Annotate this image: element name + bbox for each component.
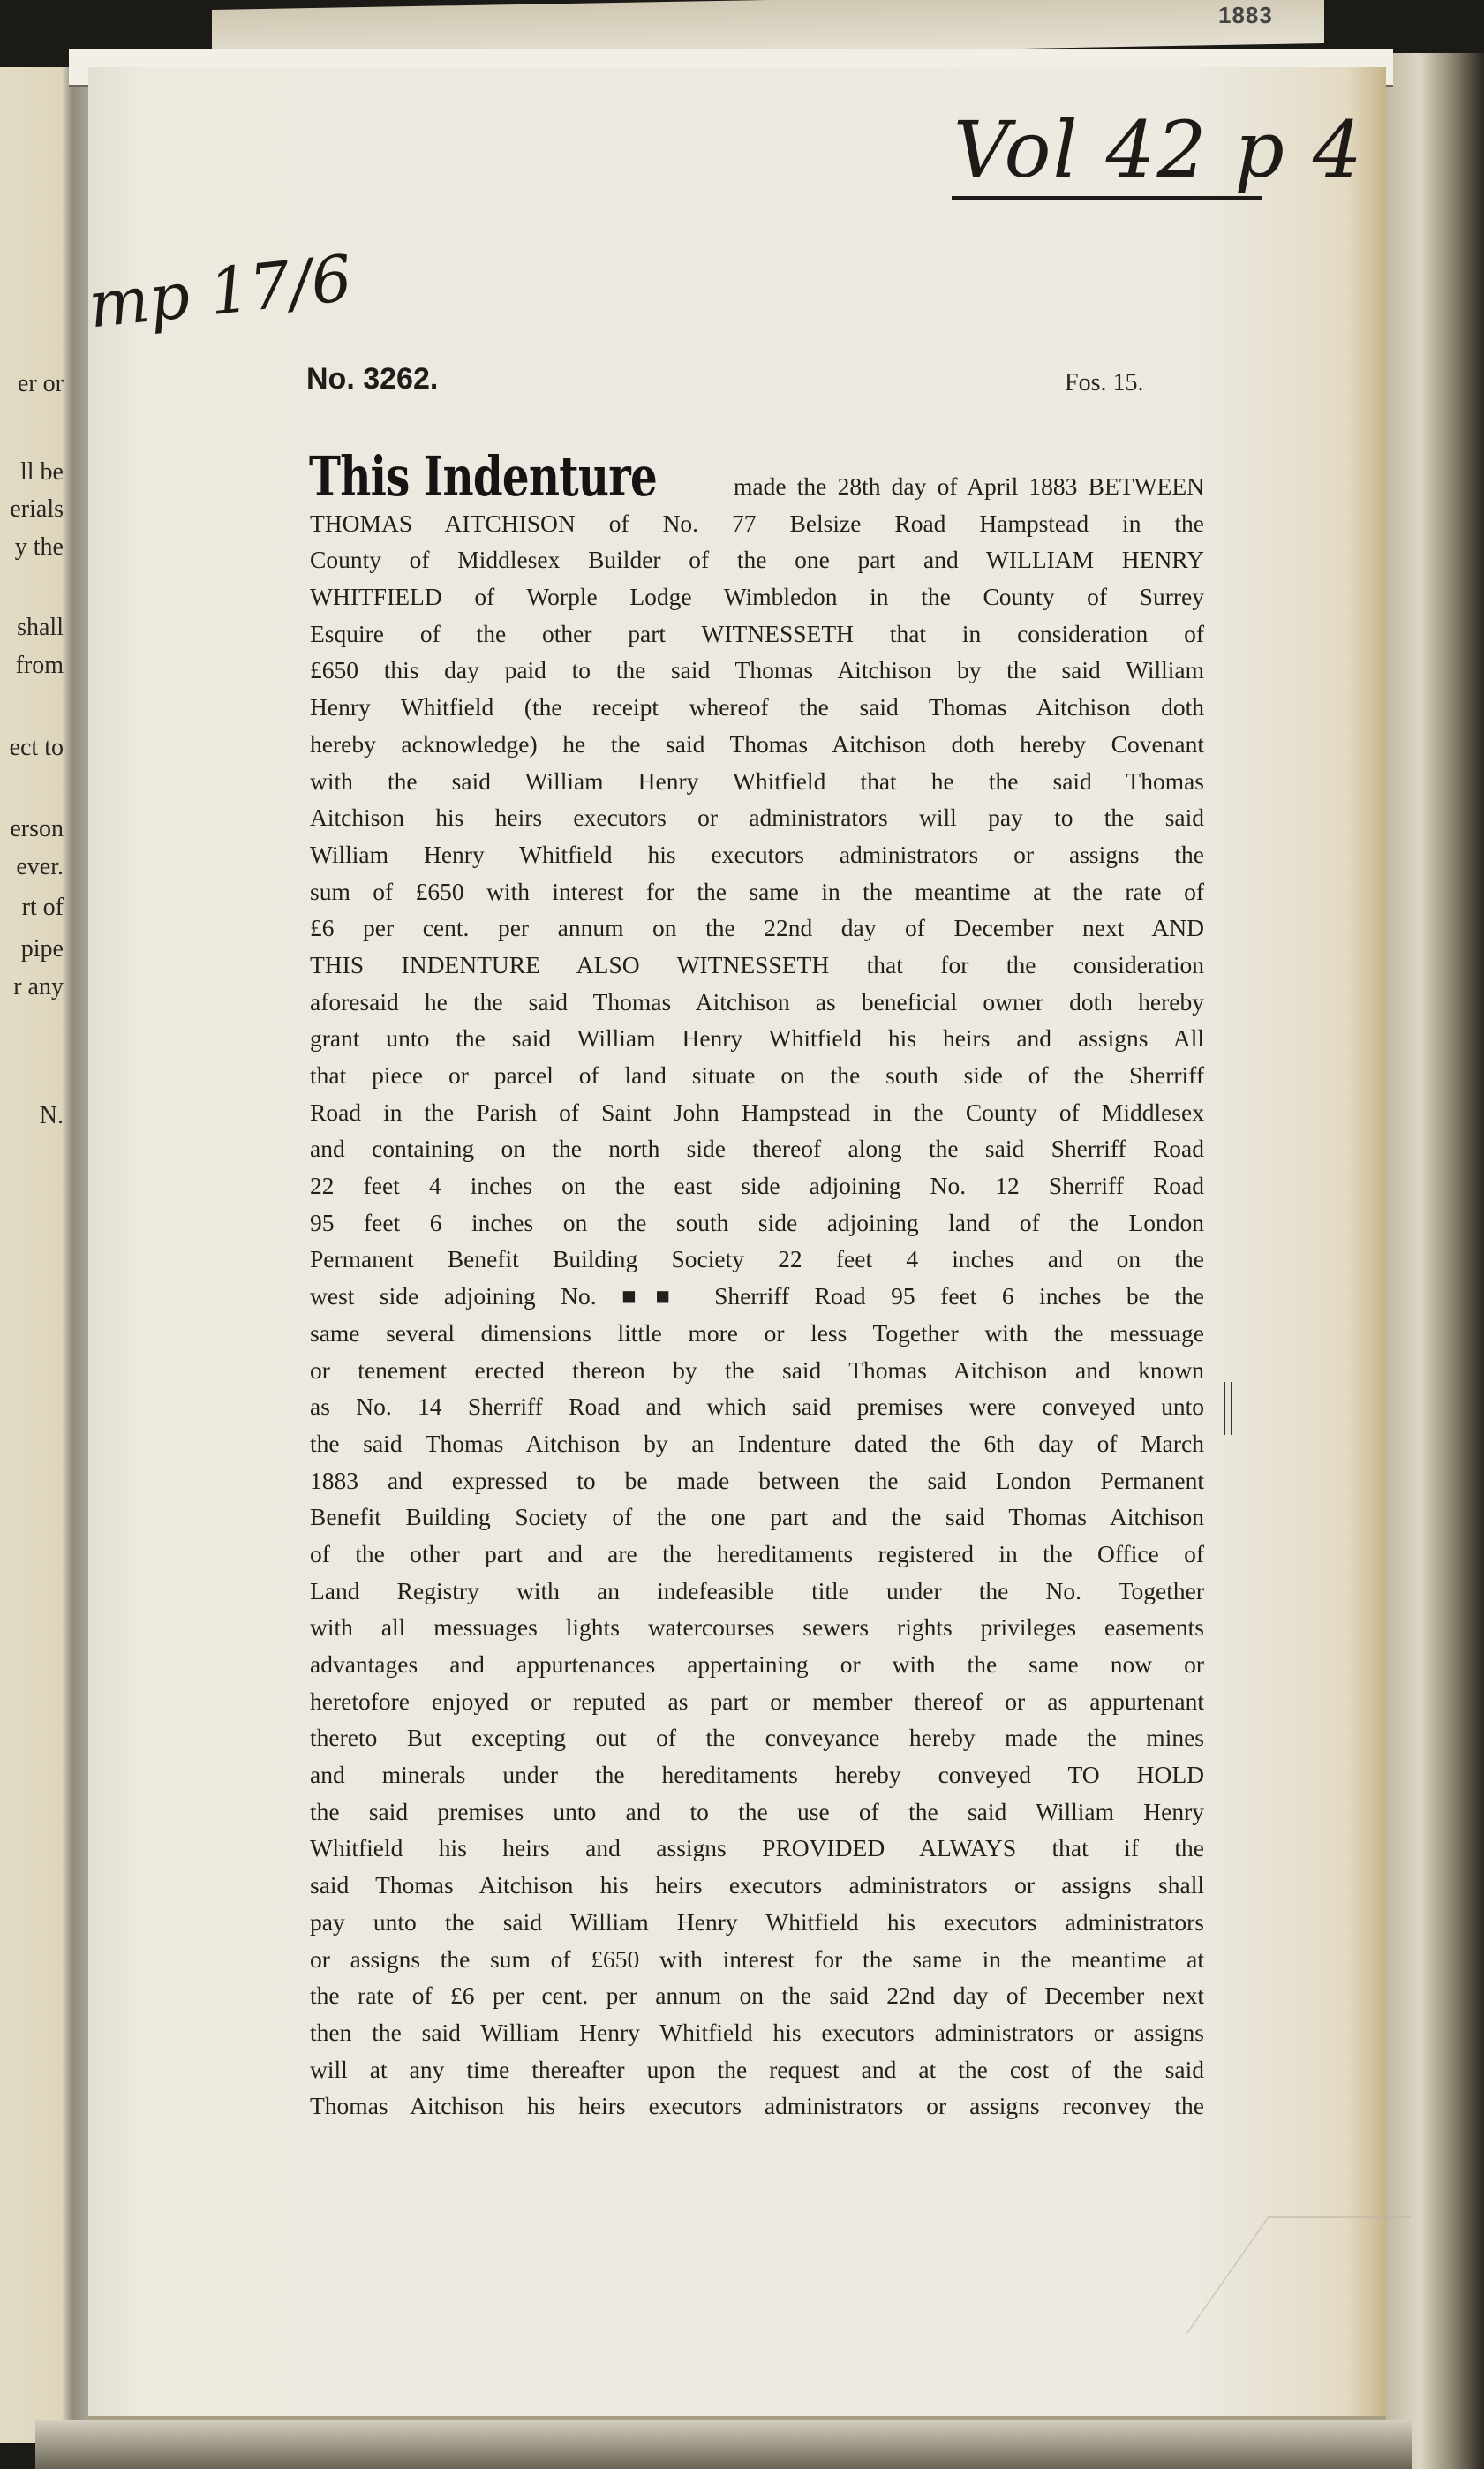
document-line: or tenement erected thereon by the said Thomas Aitchison and known: [310, 1355, 1204, 1384]
document-line: the said premises unto and to the use of the said William Henry: [310, 1797, 1204, 1825]
left-page-fragment: ll be: [20, 458, 64, 486]
left-page-fragment: N.: [39, 1102, 64, 1129]
bottom-edge: [35, 2420, 1412, 2469]
left-page-fragment: ect to: [9, 734, 64, 761]
document-line: sum of £650 with interest for the same in the meantime at the rate of: [310, 877, 1204, 905]
document-line: then the said William Henry Whitfield his executors administrators or assigns: [310, 2018, 1204, 2046]
annotation-underline: [952, 196, 1262, 200]
left-page-fragment: y the: [14, 533, 64, 561]
document-line: Road in the Parish of Saint John Hampstead in the County of Middlesex: [310, 1098, 1204, 1126]
document-line: heretofore enjoyed or reputed as part or member thereof or as appurtenant: [310, 1687, 1204, 1715]
background-stamp: 1883: [1218, 2, 1273, 28]
document-line: and minerals under the hereditaments hereby conveyed TO HOLD: [310, 1761, 1204, 1789]
document-line: 22 feet 4 inches on the east side adjoining No. 12 Sherriff Road: [310, 1172, 1204, 1200]
left-page-fragment: pipe: [20, 935, 64, 963]
document-line: Esquire of the other part WITNESSETH that in consideration of: [310, 619, 1204, 647]
document-line: will at any time thereafter upon the request and at the cost of the said: [310, 2055, 1204, 2083]
document-line: THOMAS AITCHISON of No. 77 Belsize Road Hampstead in the: [310, 509, 1204, 537]
page-stack-edge: [1377, 53, 1484, 2469]
document-line: said Thomas Aitchison his heirs executors administrators or assigns shall: [310, 1871, 1204, 1899]
document-line: hereby acknowledge) he the said Thomas Aitchison doth hereby Covenant: [310, 729, 1204, 758]
document-line: Thomas Aitchison his heirs executors administrators or assigns reconvey the: [310, 2092, 1204, 2120]
document-line: 95 feet 6 inches on the south side adjoining land of the London: [310, 1208, 1204, 1236]
left-page-fragment: rt of: [21, 894, 64, 921]
document-line: Aitchison his heirs executors or administrators will pay to the said: [310, 804, 1204, 832]
document-line: the rate of £6 per cent. per annum on the said 22nd day of December next: [310, 1982, 1204, 2010]
document-line: Henry Whitfield (the receipt whereof the said Thomas Aitchison doth: [310, 693, 1204, 721]
left-page-fragment: shall: [17, 614, 64, 641]
document-line: the said Thomas Aitchison by an Indenture dated the 6th day of March: [310, 1429, 1204, 1457]
document-line: aforesaid he the said Thomas Aitchison as beneficial owner doth hereby: [310, 987, 1204, 1016]
document-line: with all messuages lights watercourses sewers rights privileges easements: [310, 1613, 1204, 1642]
document-line: with the said William Henry Whitfield that he the said Thomas: [310, 766, 1204, 795]
document-line: County of Middlesex Builder of the one part and WILLIAM HENRY: [310, 546, 1204, 574]
document-line: WHITFIELD of Worple Lodge Wimbledon in the County of Surrey: [310, 583, 1204, 611]
folio-count: Fos. 15.: [1065, 369, 1144, 396]
left-page-fragment: r any: [13, 973, 64, 1000]
document-line: of the other part and are the hereditaments registered in the Office of: [310, 1539, 1204, 1567]
document-line: £650 this day paid to the said Thomas Aitchison by the said William: [310, 656, 1204, 684]
document-line: same several dimensions little more or less Together with the messuage: [310, 1318, 1204, 1347]
document-title: This Indenture: [309, 444, 657, 509]
document-line: or assigns the sum of £650 with interest for the same in the meantime at: [310, 1944, 1204, 1973]
document-line: and containing on the north side thereof along the said Sherriff Road: [310, 1135, 1204, 1163]
document-line: advantages and appurtenances appertaining or with the same now or: [310, 1650, 1204, 1678]
document-line: grant unto the said William Henry Whitfield his heirs and assigns All: [310, 1024, 1204, 1053]
left-page-fragment: erson: [10, 815, 64, 842]
document-line: THIS INDENTURE ALSO WITNESSETH that for the consideration: [310, 950, 1204, 978]
document-line: Land Registry with an indefeasible title under the No. Together: [310, 1576, 1204, 1604]
left-page-fragment: from: [15, 652, 64, 679]
document-line: £6 per cent. per annum on the 22nd day of December next AND: [310, 914, 1204, 942]
margin-annotation: mp 17/6: [85, 240, 356, 343]
margin-mark: [1224, 1382, 1232, 1435]
document-line: made the 28th day of April 1883 BETWEEN: [734, 472, 1204, 500]
left-page-fragment: er or: [17, 370, 64, 397]
document-line: as No. 14 Sherriff Road and which said premises were conveyed unto: [310, 1393, 1204, 1421]
document-line: pay unto the said William Henry Whitfield his executors administrators: [310, 1907, 1204, 1936]
left-page-fragment: ever.: [16, 853, 64, 880]
document-line: 1883 and expressed to be made between the said London Permanent: [310, 1466, 1204, 1494]
document-line: thereto But excepting out of the conveyance hereby made the mines: [310, 1724, 1204, 1752]
document-line: Permanent Benefit Building Society 22 feet 4 inches and on the: [310, 1245, 1204, 1273]
document-line: William Henry Whitfield his executors administrators or assigns the: [310, 840, 1204, 868]
document-line: west side adjoining No. ■■ Sherriff Road 95 feet 6 inches be the: [310, 1282, 1204, 1310]
document-line: Benefit Building Society of the one part and the said Thomas Aitchison: [310, 1503, 1204, 1531]
document-line: that piece or parcel of land situate on the south side of the Sherriff: [310, 1061, 1204, 1089]
document-body: [310, 468, 1204, 2125]
document-number: No. 3262.: [306, 362, 439, 396]
volume-reference-annotation: Vol 42 p 4: [953, 104, 1364, 195]
document-line: Whitfield his heirs and assigns PROVIDED ALWAYS that if the: [310, 1834, 1204, 1862]
left-page-fragment: erials: [10, 495, 64, 523]
